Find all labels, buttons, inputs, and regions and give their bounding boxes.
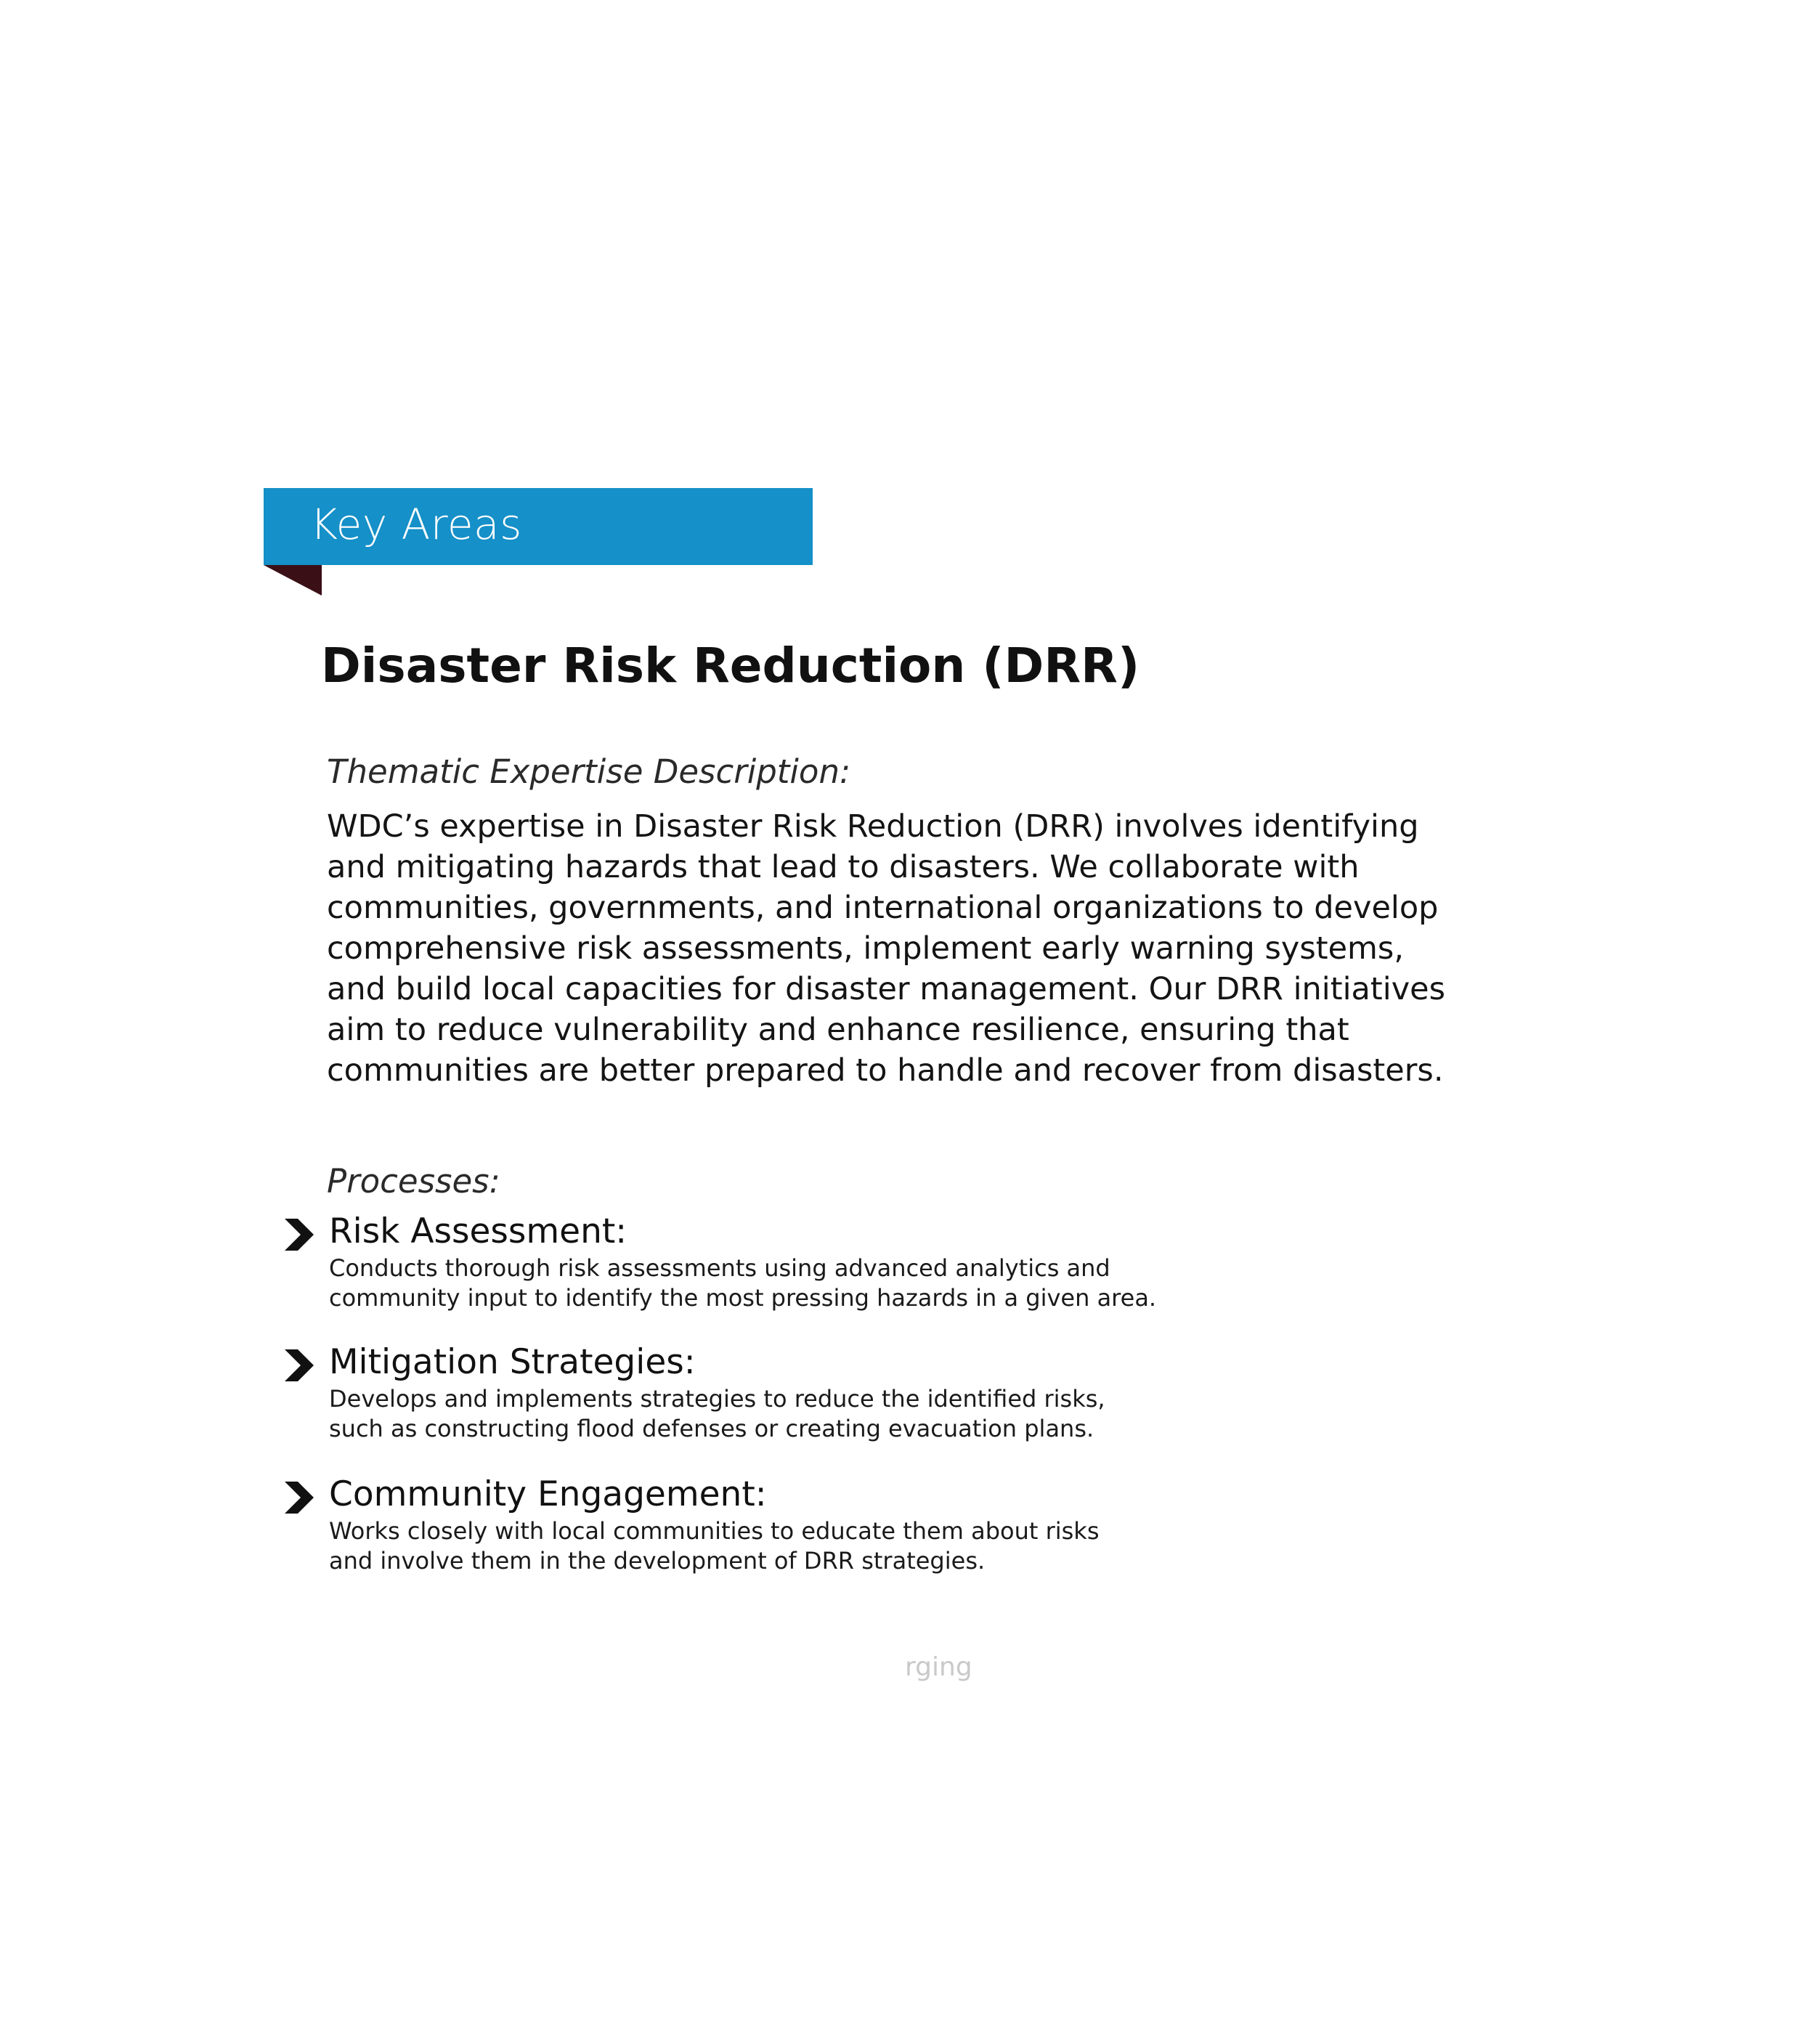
process-title: Community Engagement:: [329, 1474, 767, 1514]
process-description-line: community input to identify the most pressing hazards in a given area.: [329, 1284, 1157, 1312]
description-line: and mitigating hazards that lead to disasters. We collaborate with: [327, 849, 1360, 885]
process-description: [329, 1384, 1105, 1444]
ribbon-fold: [264, 565, 322, 596]
faded-text-fragment: rging: [905, 1652, 972, 1682]
ribbon-title: Key Areas: [310, 500, 522, 549]
chevron-right-icon: [283, 1348, 315, 1383]
process-description-line: and involve them in the development of DRR strategies.: [329, 1547, 986, 1575]
process-description-line: Develops and implements strategies to reduce the identified risks,: [329, 1385, 1105, 1413]
section-ribbon: [264, 488, 813, 565]
description-line: and build local capacities for disaster management. Our DRR initiatives: [327, 971, 1446, 1007]
process-description: [329, 1254, 1156, 1313]
description-line: communities are better prepared to handle and recover from disasters.: [327, 1052, 1444, 1089]
description-line: WDC’s expertise in Disaster Risk Reduction (DRR) involves identifying: [327, 808, 1419, 845]
process-description-line: such as constructing flood defenses or creating evacuation plans.: [329, 1415, 1094, 1442]
description-paragraph: [327, 806, 1446, 1091]
page-title: Disaster Risk Reduction (DRR): [321, 638, 1140, 694]
chevron-right-icon: [283, 1480, 315, 1515]
description-label: Thematic Expertise Description:: [327, 752, 851, 791]
chevron-right-icon: [283, 1217, 315, 1252]
process-title: Risk Assessment:: [329, 1211, 627, 1251]
process-description-line: Conducts thorough risk assessments using advanced analytics and: [329, 1254, 1110, 1282]
process-description-line: Works closely with local communities to educate them about risks: [329, 1517, 1100, 1545]
description-line: comprehensive risk assessments, implement early warning systems,: [327, 930, 1404, 967]
processes-label: Processes:: [327, 1162, 500, 1201]
description-line: aim to reduce vulnerability and enhance resilience, ensuring that: [327, 1012, 1349, 1048]
process-title: Mitigation Strategies:: [329, 1342, 696, 1382]
process-description: [329, 1516, 1100, 1576]
description-line: communities, governments, and international organizations to develop: [327, 890, 1439, 926]
